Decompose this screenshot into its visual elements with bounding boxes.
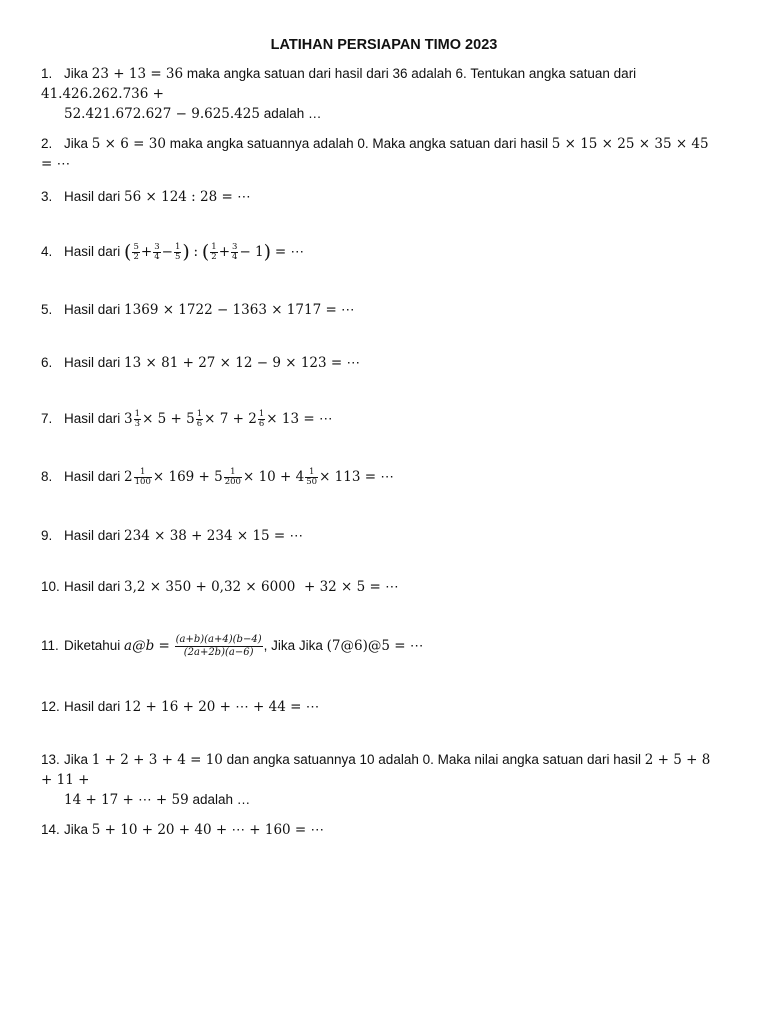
math-expression: × 7 + 2: [204, 411, 257, 427]
question-5: [41, 300, 721, 320]
fraction: $\frac{1}{3}$: [134, 408, 141, 429]
fraction: $\frac{3}{4}$: [232, 241, 238, 262]
math-expression: 5 × 15 × 25 × 35 × 45 = ⋯: [41, 136, 709, 172]
question-text: Diketahui: [64, 638, 121, 654]
math-expression: (7@6)@5 = ⋯: [326, 638, 424, 655]
math-expression: = ⋯: [274, 244, 304, 260]
math-expression: × 10 + 4: [242, 469, 305, 485]
fraction: $\frac{1}{100}$: [134, 466, 151, 487]
question-9: [41, 526, 721, 546]
question-text: Hasil dari: [64, 355, 121, 370]
question-2: [41, 134, 721, 174]
question-11: [41, 634, 721, 659]
question-number: 8.: [41, 469, 53, 484]
math-expression: 52.421.672.627 − 9.625.425: [64, 106, 260, 122]
question-text: Hasil dari: [64, 244, 121, 259]
whole-number: 3: [124, 411, 133, 427]
question-number: 10.: [41, 579, 60, 594]
question-13: [41, 750, 721, 810]
math-expression: 23 + 13 = 36: [91, 66, 184, 82]
page-title: LATIHAN PERSIAPAN TIMO 2023: [270, 37, 498, 53]
math-expression: × 169 + 5: [152, 469, 223, 485]
question-number: 14.: [41, 822, 60, 837]
question-text: , Jika Jika: [263, 638, 323, 654]
question-text: maka angka satuan dari hasil dari 36 adalah 6. Tentukan angka satuan dari: [186, 66, 637, 81]
question-text: Hasil dari: [64, 302, 121, 317]
math-expression: 234 × 38 + 234 × 15 = ⋯: [124, 528, 304, 544]
question-6: [41, 353, 721, 373]
right-paren: ): [263, 240, 272, 263]
math-expression: 41.426.262.736 +: [41, 86, 164, 102]
question-number: 5.: [41, 302, 53, 317]
fraction: $\frac{(a+b)(a+4)(b-4)}{(2a+2b)(a-6)}$: [175, 634, 262, 658]
question-3: [41, 187, 721, 207]
left-paren: (: [201, 240, 210, 263]
fraction: $\frac{1}{6}$: [196, 408, 203, 429]
question-12: [41, 697, 721, 717]
fraction: $\frac{1}{50}$: [306, 466, 318, 487]
question-number: 4.: [41, 244, 53, 259]
question-1: [41, 64, 721, 124]
question-number: 13.: [41, 752, 60, 767]
fraction: $\frac{3}{4}$: [154, 241, 160, 262]
question-text: adalah …: [263, 106, 322, 121]
math-expression: 3,2 × 350 + 0,32 × 6000 + 32 × 5 = ⋯: [124, 579, 399, 595]
fraction: $\frac{1}{5}$: [174, 241, 181, 262]
question-text: Hasil dari: [64, 528, 121, 543]
fraction: $\frac{1}{6}$: [258, 408, 265, 429]
question-number: 9.: [41, 528, 53, 543]
math-expression: 5 + 10 + 20 + 40 + ⋯ + 160 = ⋯: [91, 822, 325, 838]
question-number: 2.: [41, 136, 53, 151]
question-number: 7.: [41, 411, 53, 426]
whole-number: 2: [124, 469, 133, 485]
question-number: 6.: [41, 355, 53, 370]
question-text: adalah …: [192, 792, 251, 807]
question-number: 12.: [41, 699, 60, 714]
fraction: $\frac{1}{200}$: [224, 466, 241, 487]
question-text: Hasil dari: [64, 411, 121, 426]
math-expression: 13 × 81 + 27 × 12 − 9 × 123 = ⋯: [124, 355, 360, 371]
question-4: 4. Hasil dari ( $\frac{5}{2}$ + $\frac{3}{4}$ − $\frac{1}{5}$ ) : ( $\frac{1}{2}$ + $\frac{3}{4}$ − 1) = ⋯: [41, 240, 304, 263]
fraction: $\frac{1}{2}$: [211, 241, 217, 262]
math-expression: 5 × 6 = 30: [91, 136, 166, 152]
question-10: [41, 577, 721, 597]
right-paren: ): [182, 240, 190, 263]
question-text: Hasil dari: [64, 469, 121, 484]
question-text: Hasil dari: [64, 699, 121, 714]
question-number: 11.: [41, 638, 59, 654]
math-expression: − 1: [239, 244, 264, 260]
math-expression: × 5 + 5: [142, 411, 195, 427]
question-number: 3.: [41, 189, 53, 204]
math-expression: 56 × 124 : 28 = ⋯: [124, 189, 251, 205]
question-text: maka angka satuannya adalah 0. Maka angka satuan dari hasil: [169, 136, 548, 151]
question-text: Hasil dari: [64, 189, 121, 204]
math-expression: 1369 × 1722 − 1363 × 1717 = ⋯: [124, 302, 355, 318]
question-number: 1.: [41, 66, 53, 81]
question-text: Jika: [64, 66, 89, 81]
question-14: [41, 820, 721, 840]
math-expression: × 13 = ⋯: [266, 411, 333, 427]
question-text: dan angka satuannya 10 adalah 0. Maka nilai angka satuan dari hasil: [226, 752, 641, 767]
question-7: [41, 409, 721, 429]
left-paren: (: [124, 240, 132, 263]
math-expression: a@b =: [124, 638, 170, 655]
question-text: Jika: [64, 752, 89, 767]
question-text: Jika: [64, 822, 89, 837]
fraction: $\frac{5}{2}$: [133, 241, 139, 262]
question-text: Hasil dari: [64, 579, 121, 594]
math-expression: 14 + 17 + ⋯ + 59: [64, 792, 189, 808]
math-expression: × 113 = ⋯: [319, 469, 394, 485]
math-expression: 1 + 2 + 3 + 4 = 10: [91, 752, 223, 768]
question-8: [41, 467, 721, 487]
math-expression: 12 + 16 + 20 + ⋯ + 44 = ⋯: [124, 699, 320, 715]
question-text: Jika: [64, 136, 89, 151]
math-expression: 2 + 5 + 8 + 11 +: [41, 752, 711, 788]
